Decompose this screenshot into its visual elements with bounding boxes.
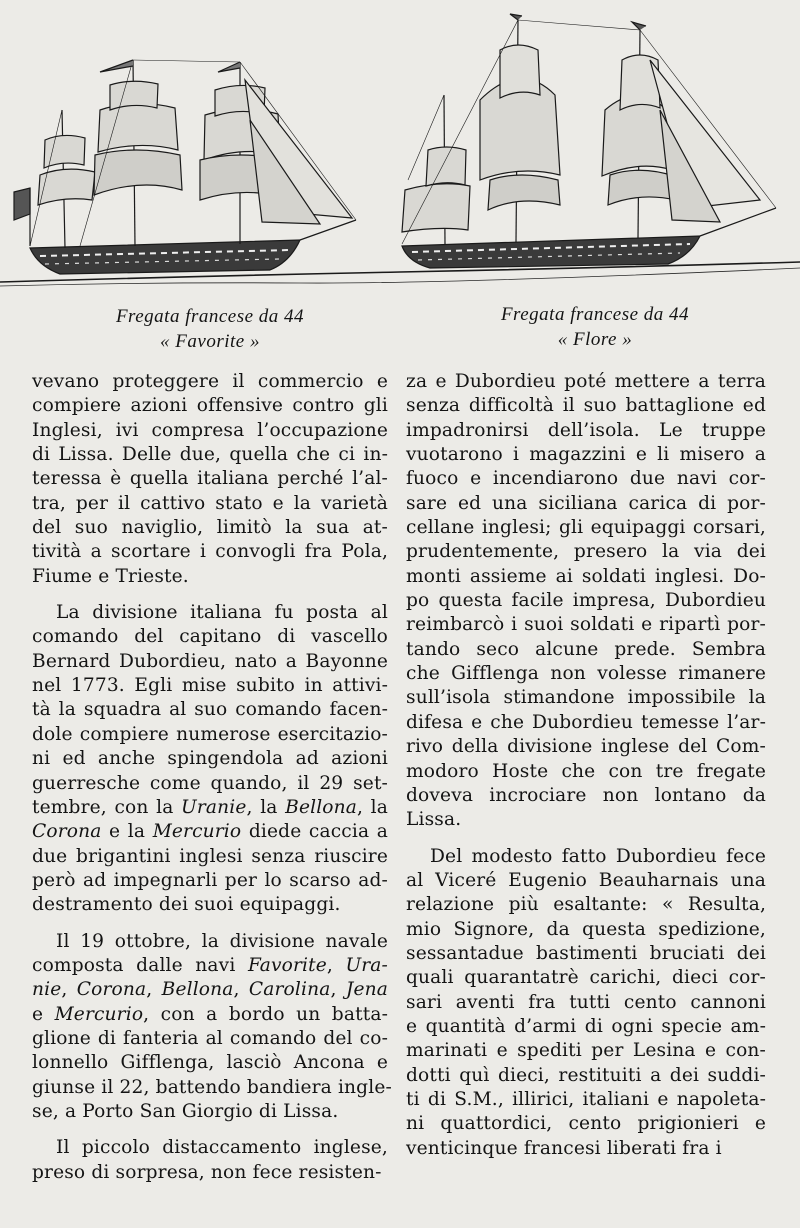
text-line: nel 1773. Egli mise subito in attivi- bbox=[32, 675, 388, 697]
paragraph bbox=[406, 370, 766, 833]
text-line: però ad impegnarli per lo scarso ad- bbox=[32, 869, 388, 891]
text-line: due brigantini inglesi senza riuscire bbox=[32, 845, 388, 867]
text-line: tà la squadra al suo comando facen- bbox=[32, 699, 388, 721]
frigates-illustration bbox=[0, 0, 800, 290]
text-line: difesa e che Dubordieu temesse l’ar- bbox=[406, 711, 766, 733]
text-line: vevano proteggere il commercio e bbox=[32, 371, 388, 392]
paragraph bbox=[32, 370, 388, 589]
paragraph bbox=[32, 1136, 388, 1185]
caption-flore-line2: « Flore » bbox=[557, 329, 633, 350]
text-line: compiere azioni offensive contro gli bbox=[32, 395, 388, 417]
text-line: Il piccolo distaccamento inglese, bbox=[56, 1137, 388, 1159]
text-line: mio Signore, da questa spedizione, bbox=[406, 918, 766, 940]
caption-favorite bbox=[30, 304, 390, 354]
text-line: za e Dubordieu poté mettere a terra bbox=[406, 371, 766, 392]
text-line: tando seco alcune prede. Sembra bbox=[406, 638, 766, 660]
text-line: venticinque francesi liberati fra i bbox=[406, 1137, 722, 1159]
text-line: relazione più esaltante: « Resulta, bbox=[406, 894, 766, 916]
text-line: fuoco e incendiarono due navi cor- bbox=[406, 468, 766, 490]
text-line: doveva incrociare non lontano da bbox=[406, 784, 766, 806]
text-line: vuotarono i magazzini e li misero a bbox=[406, 444, 766, 466]
paragraph bbox=[32, 601, 388, 917]
text-line: prudentemente, presero la via dei bbox=[406, 541, 766, 563]
text-line: dotti quì dieci, restituiti a dei suddi- bbox=[406, 1064, 766, 1086]
right-text-column bbox=[406, 370, 766, 1173]
text-line: sessantadue bastimenti bruciati dei bbox=[406, 942, 766, 964]
text-line: sull’isola stimandone impossibile la bbox=[406, 687, 766, 709]
text-line: teressa è quella italiana perché l’al- bbox=[32, 468, 388, 490]
ship-favorite bbox=[14, 60, 356, 274]
text-line: modoro Hoste che con tre fregate bbox=[406, 760, 766, 782]
text-line: guerresche come quando, il 29 set- bbox=[32, 772, 388, 794]
text-line: se, a Porto San Giorgio di Lissa. bbox=[32, 1100, 339, 1122]
text-line: al Viceré Eugenio Beauharnais una bbox=[406, 869, 766, 891]
text-line: marinati e spediti per Lesina e con- bbox=[406, 1040, 766, 1062]
text-line: nie, Corona, Bellona, Carolina, Jena bbox=[32, 979, 388, 1001]
text-line: di Lissa. Delle due, quella che ci in- bbox=[32, 444, 388, 466]
text-line: ni quattordici, cento prigionieri e bbox=[406, 1113, 766, 1135]
text-line: e quantità d’armi di ogni specie am- bbox=[406, 1015, 766, 1037]
text-line: Il 19 ottobre, la divisione navale bbox=[56, 930, 388, 952]
caption-flore-line1: Fregata francese da 44 bbox=[500, 304, 690, 325]
text-line: senza difficoltà il suo battaglione ed bbox=[406, 395, 766, 417]
text-line: Corona e la Mercurio diede caccia a bbox=[32, 821, 389, 843]
text-line: sare ed una siciliana carica di por- bbox=[406, 492, 766, 514]
text-line: tembre, con la Uranie, la Bellona, la bbox=[32, 796, 389, 818]
text-line: reimbarcò i suoi soldati e ripartì por- bbox=[406, 614, 766, 636]
paragraph bbox=[32, 930, 392, 1125]
text-line: dole compiere numerose esercitazio- bbox=[32, 723, 388, 745]
text-line: glione di fanteria al comando del co- bbox=[32, 1027, 388, 1049]
text-line: che Gifflenga non volesse rimanere bbox=[406, 663, 766, 685]
ship-flore bbox=[402, 14, 776, 268]
text-line: preso di sorpresa, non fece resisten- bbox=[32, 1161, 382, 1183]
text-line: impadronirsi dell’isola. Le truppe bbox=[406, 419, 766, 441]
text-line: giunse il 22, battendo bandiera ingle- bbox=[32, 1076, 392, 1098]
text-line: Lissa. bbox=[406, 809, 462, 831]
text-line: e Mercurio, con a bordo un batta- bbox=[32, 1003, 388, 1025]
paragraph bbox=[406, 845, 766, 1161]
text-line: tività a scortare i convogli fra Pola, bbox=[32, 541, 388, 563]
text-line: lonnello Gifflenga, lasciò Ancona e bbox=[32, 1052, 388, 1074]
text-line: tra, per il cattivo stato e la varietà bbox=[32, 492, 388, 514]
caption-flore bbox=[410, 302, 780, 352]
text-line: Bernard Dubordieu, nato a Bayonne bbox=[32, 650, 388, 672]
text-line: monti assieme ai soldati inglesi. Do- bbox=[406, 565, 766, 587]
text-line: Inglesi, ivi compresa l’occupazione bbox=[32, 419, 388, 441]
text-line: rivo della divisione inglese del Com- bbox=[406, 736, 766, 758]
text-line: destramento dei suoi equipaggi. bbox=[32, 894, 341, 916]
text-line: La divisione italiana fu posta al bbox=[56, 602, 388, 624]
caption-favorite-line2: « Favorite » bbox=[160, 331, 260, 352]
text-line: cellane inglesi; gli equipaggi corsari, bbox=[406, 517, 766, 539]
text-line: Fiume e Trieste. bbox=[32, 565, 189, 587]
text-line: del suo naviglio, limitò la sua at- bbox=[32, 517, 388, 539]
text-line: composta dalle navi Favorite, Ura- bbox=[32, 954, 388, 976]
text-line: sari aventi fra tutti cento cannoni bbox=[406, 991, 766, 1013]
text-line: quali quarantatrè carichi, dieci cor- bbox=[406, 967, 766, 989]
text-line: ni ed anche spingendola ad azioni bbox=[32, 748, 388, 770]
text-line: comando del capitano di vascello bbox=[32, 626, 388, 648]
text-line: Del modesto fatto Dubordieu fece bbox=[430, 845, 766, 867]
text-line: ti di S.M., illirici, italiani e napoleta- bbox=[406, 1088, 766, 1110]
text-line: po questa facile impresa, Dubordieu bbox=[406, 590, 766, 612]
caption-favorite-line1: Fregata francese da 44 bbox=[115, 306, 305, 327]
left-text-column bbox=[32, 370, 392, 1197]
